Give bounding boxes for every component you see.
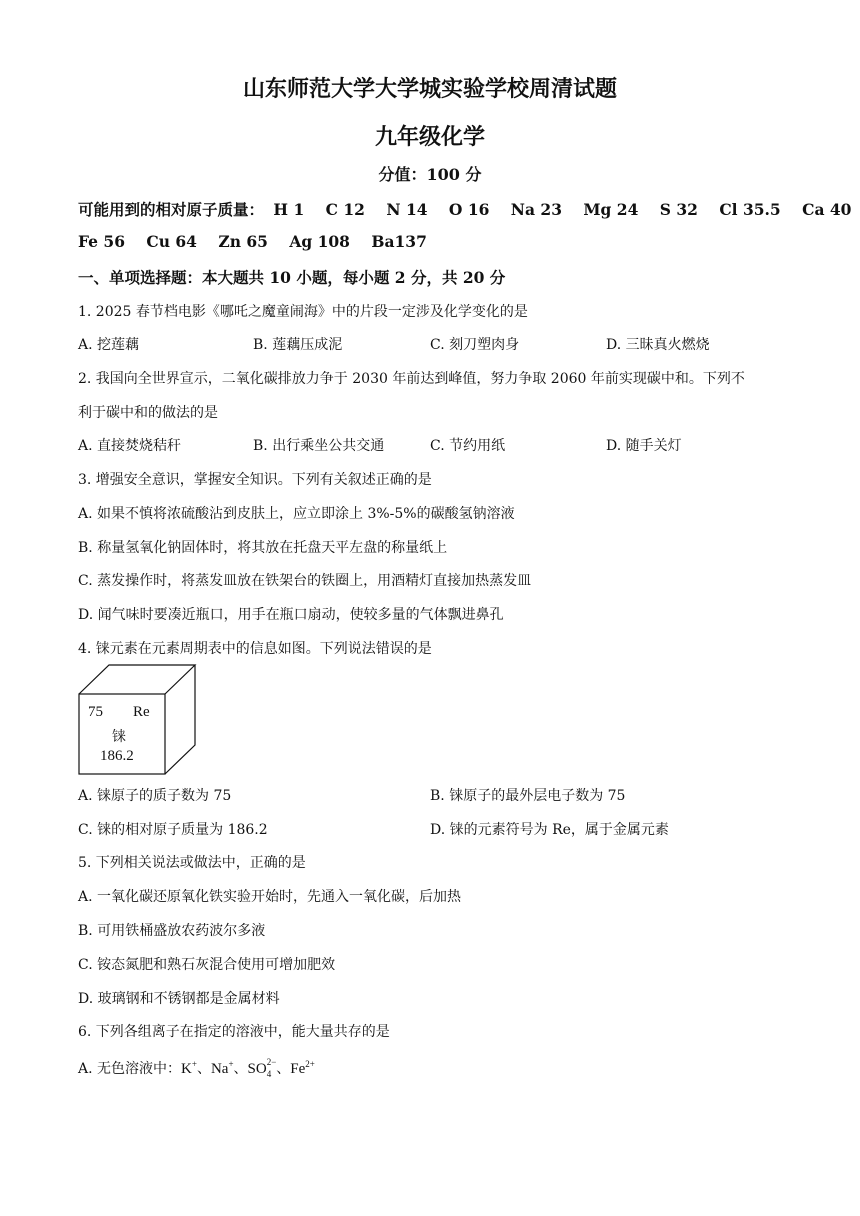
question-2-option-d: D. 随手关灯	[606, 438, 682, 454]
exam-title: 山东师范大学大学城实验学校周清试题	[242, 76, 617, 102]
question-3-stem: 3. 增强安全意识，掌握安全知识。下列有关叙述正确的是	[78, 472, 432, 488]
atomic-masses-line2	[78, 232, 443, 251]
section-heading: 一、单项选择题：本大题共 10 小题，每小题 2 分，共 20 分	[78, 268, 506, 287]
question-4-option-d: D. 铼的元素符号为 Re，属于金属元素	[430, 822, 669, 838]
question-2-stem-line2: 利于碳中和的做法的是	[78, 405, 218, 421]
element-symbol: Re	[133, 704, 150, 720]
question-1-stem: 1. 2025 春节档电影《哪吒之魔童闹海》中的片段一定涉及化学变化的是	[78, 304, 528, 320]
atomic-mass: C 12	[325, 200, 365, 219]
question-3-option-a: A. 如果不慎将浓硫酸沾到皮肤上，应立即涂上 3%-5%的碳酸氢钠溶液	[78, 506, 515, 522]
atomic-mass: Ba137	[371, 232, 427, 251]
ion-sodium: Na+	[210, 1059, 234, 1077]
question-5-stem: 5. 下列相关说法或做法中，正确的是	[78, 855, 306, 871]
question-2-option-b: B. 出行乘坐公共交通	[253, 438, 385, 454]
atomic-number: 75	[88, 704, 103, 720]
ion-sulfate: $SO^{2-}$ 4	[247, 1057, 277, 1079]
ion-iron: $Fe^{2+}$	[290, 1059, 315, 1077]
question-2-option-c: C. 节约用纸	[430, 438, 506, 454]
question-4-option-c: C. 铼的相对原子质量为 186.2	[78, 822, 268, 838]
atomic-mass: Fe 56	[78, 232, 125, 251]
option-a-prefix: A. 无色溶液中：	[78, 1061, 182, 1077]
question-3-option-d: D. 闻气味时要凑近瓶口，用手在瓶口扇动，使较多量的气体飘进鼻孔	[78, 607, 504, 623]
atomic-mass: Cu 64	[146, 232, 197, 251]
question-1-option-d: D. 三昧真火燃烧	[606, 337, 710, 353]
question-3-option-b: B. 称量氢氧化钠固体时，将其放在托盘天平左盘的称量纸上	[78, 540, 448, 556]
atomic-mass: Cl 35.5	[719, 200, 781, 219]
atomic-mass: S 32	[659, 200, 698, 219]
atomic-mass: N 14	[386, 200, 428, 219]
atomic-mass: O 16	[448, 200, 490, 219]
question-6-stem: 6. 下列各组离子在指定的溶液中，能大量共存的是	[78, 1024, 390, 1040]
question-1-option-a: A. 挖莲藕	[78, 337, 140, 353]
question-1-option-b: B. 莲藕压成泥	[253, 337, 343, 353]
atomic-mass: H 1	[273, 200, 305, 219]
atomic-masses-label: 可能用到的相对原子质量：	[78, 200, 265, 219]
element-card-rhenium	[78, 664, 198, 776]
question-5-option-c: C. 铵态氮肥和熟石灰混合使用可增加肥效	[78, 957, 336, 973]
atomic-mass: Ca 40	[802, 200, 852, 219]
question-4-option-b: B. 铼原子的最外层电子数为 75	[430, 788, 626, 804]
atomic-masses-line1	[78, 198, 860, 220]
question-2-stem-line1: 2. 我国向全世界宣示，二氧化碳排放力争于 2030 年前达到峰值，努力争取 2060 年前实现碳中和。下列不	[78, 371, 745, 387]
atomic-mass: Mg 24	[583, 200, 639, 219]
element-name: 铼	[112, 729, 126, 745]
exam-subtitle: 九年级化学	[374, 124, 485, 150]
question-4-option-a: A. 铼原子的质子数为 75	[78, 788, 232, 804]
exam-score: 分值：100 分	[378, 165, 482, 184]
atomic-mass: Ag 108	[289, 232, 350, 251]
question-6-option-a: A. 无色溶液中：K+、Na+、$SO^{2-}$ 4 、$Fe^{2+}$	[78, 1057, 315, 1079]
atomic-mass-value: 186.2	[100, 748, 134, 764]
atomic-mass: Zn 65	[218, 232, 268, 251]
question-3-option-c: C. 蒸发操作时，将蒸发皿放在铁架台的铁圈上，用酒精灯直接加热蒸发皿	[78, 573, 532, 589]
atomic-mass: Na 23	[510, 200, 562, 219]
question-4-stem: 4. 铼元素在元素周期表中的信息如图。下列说法错误的是	[78, 641, 432, 657]
question-5-option-d: D. 玻璃钢和不锈钢都是金属材料	[78, 991, 280, 1007]
question-2-option-a: A. 直接焚烧秸秆	[78, 438, 182, 454]
ion-potassium: K+	[181, 1059, 197, 1077]
question-5-option-b: B. 可用铁桶盛放农药波尔多液	[78, 923, 266, 939]
question-1-option-c: C. 刻刀塑肉身	[430, 337, 520, 353]
question-5-option-a: A. 一氧化碳还原氧化铁实验开始时，先通入一氧化碳，后加热	[78, 889, 462, 905]
